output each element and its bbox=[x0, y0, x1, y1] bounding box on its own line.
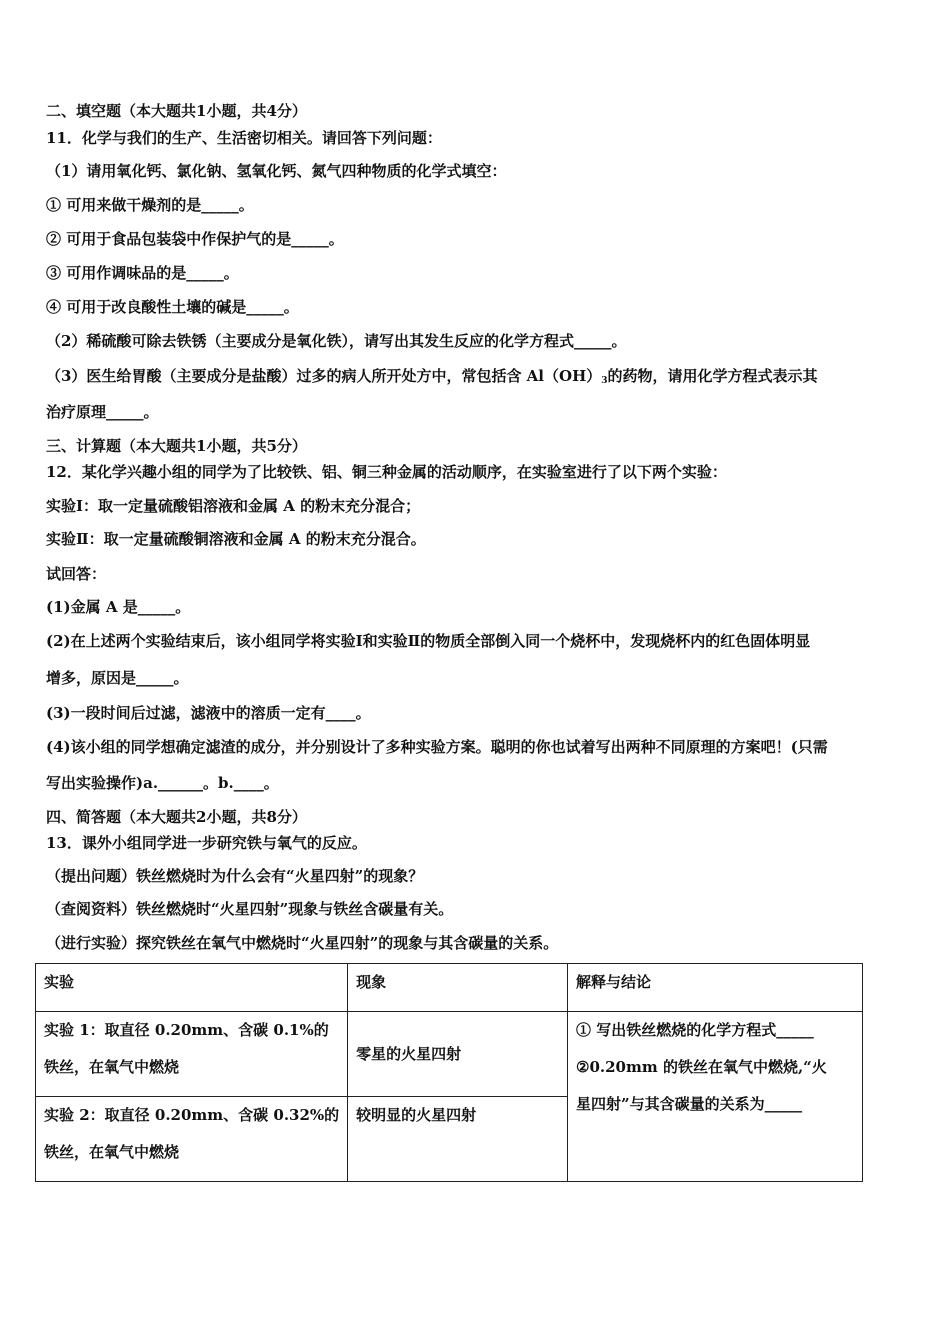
table-header-cell bbox=[348, 964, 568, 1012]
exp2-line1: 实验 2：取直径 0.20mm、含碳 0.32%的 bbox=[44, 1106, 340, 1124]
q11-part3-subscript: 3 bbox=[601, 376, 608, 386]
table-cell bbox=[36, 1097, 348, 1182]
conclusion-line1: ① 写出铁丝燃烧的化学方程式_____ bbox=[576, 1021, 814, 1039]
header-conclusion: 解释与结论 bbox=[576, 973, 652, 991]
table-header-cell bbox=[568, 964, 863, 1012]
q11-stem: 11．化学与我们的生产、生活密切相关。请回答下列问题： bbox=[46, 129, 442, 147]
table-cell bbox=[348, 1097, 568, 1182]
q11-item4: ④ 可用于改良酸性土壤的碱是_____。 bbox=[46, 298, 299, 316]
exp1-phenomenon: 零星的火星四射 bbox=[356, 1044, 462, 1063]
q13-experiment: （进行实验）探究铁丝在氧气中燃烧时“火星四射”的现象与其含碳量的关系。 bbox=[46, 934, 559, 952]
q11-item3: ③ 可用作调味品的是_____。 bbox=[46, 264, 239, 282]
exp2-line2: 铁丝，在氧气中燃烧 bbox=[44, 1143, 180, 1161]
q12-p4a: (4)该小组的同学想确定滤渣的成分，并分别设计了多种实验方案。聪明的你也试着写出两种不同原理的方案吧！(只需 bbox=[46, 738, 828, 756]
q11-item2: ② 可用于食品包装袋中作保护气的是_____。 bbox=[46, 230, 344, 248]
section3-heading: 三、计算题（本大题共1小题，共5分） bbox=[46, 437, 307, 455]
q12-ask: 试回答： bbox=[46, 565, 107, 583]
q12-exp2: 实验Ⅱ：取一定量硫酸铜溶液和金属 A 的粉末充分混合。 bbox=[46, 530, 426, 548]
table-header-row bbox=[36, 964, 863, 1012]
q13-question: （提出问题）铁丝燃烧时为什么会有“火星四射”的现象？ bbox=[46, 867, 424, 885]
table-header-cell bbox=[36, 964, 348, 1012]
exp2-phenomenon: 较明显的火星四射 bbox=[356, 1106, 477, 1124]
table-cell bbox=[36, 1012, 348, 1097]
q12-p1: (1)金属 A 是_____。 bbox=[46, 598, 191, 616]
header-experiment: 实验 bbox=[44, 973, 75, 991]
q12-p2b: 增多，原因是_____。 bbox=[46, 669, 189, 687]
q11-part3-cont: 治疗原理_____。 bbox=[46, 403, 159, 421]
header-phenomenon: 现象 bbox=[356, 973, 387, 991]
q12-stem: 12．某化学兴趣小组的同学为了比较铁、铝、铜三种金属的活动顺序，在实验室进行了以下两个实验： bbox=[46, 463, 727, 481]
experiment-table bbox=[35, 963, 863, 1182]
table-row bbox=[36, 1012, 863, 1097]
q12-exp1: 实验Ⅰ：取一定量硫酸铝溶液和金属 A 的粉末充分混合； bbox=[46, 497, 421, 515]
exp1-line2: 铁丝，在氧气中燃烧 bbox=[44, 1058, 180, 1076]
exp1-line1: 实验 1：取直径 0.20mm、含碳 0.1%的 bbox=[44, 1021, 329, 1039]
q12-p4b: 写出实验操作)a.______。b.____。 bbox=[46, 774, 279, 792]
q12-p2a: (2)在上述两个实验结束后，该小组同学将实验Ⅰ和实验Ⅱ的物质全部倒入同一个烧杯中，发现烧杯内的红色固体明显 bbox=[46, 632, 811, 650]
q13-stem: 13．课外小组同学进一步研究铁与氧气的反应。 bbox=[46, 834, 367, 852]
section2-heading: 二、填空题（本大题共1小题，共4分） bbox=[46, 102, 307, 120]
q13-research: （查阅资料）铁丝燃烧时“火星四射”现象与铁丝含碳量有关。 bbox=[46, 900, 454, 918]
q11-item1: ① 可用来做干燥剂的是_____。 bbox=[46, 196, 254, 214]
q11-part3 bbox=[46, 366, 818, 391]
conclusion-line2: ②0.20mm 的铁丝在氧气中燃烧,“火 bbox=[576, 1058, 827, 1076]
q11-part3-a: （3）医生给胃酸（主要成分是盐酸）过多的病人所开处方中，常包括含 Al（OH） bbox=[46, 367, 602, 385]
q11-part3-b: 的药物，请用化学方程式表示其 bbox=[607, 367, 818, 385]
q11-part2: （2）稀硫酸可除去铁锈（主要成分是氧化铁），请写出其发生反应的化学方程式_____。 bbox=[46, 332, 627, 350]
q11-part1: （1）请用氧化钙、氯化钠、氢氧化钙、氮气四种物质的化学式填空： bbox=[46, 162, 507, 180]
q12-p3: (3)一段时间后过滤，滤液中的溶质一定有____。 bbox=[46, 704, 371, 722]
table-cell bbox=[348, 1012, 568, 1097]
conclusion-cell bbox=[568, 1012, 863, 1182]
section4-heading: 四、简答题（本大题共2小题，共8分） bbox=[46, 808, 307, 826]
conclusion-line3: 星四射”与其含碳量的关系为_____ bbox=[576, 1095, 803, 1113]
